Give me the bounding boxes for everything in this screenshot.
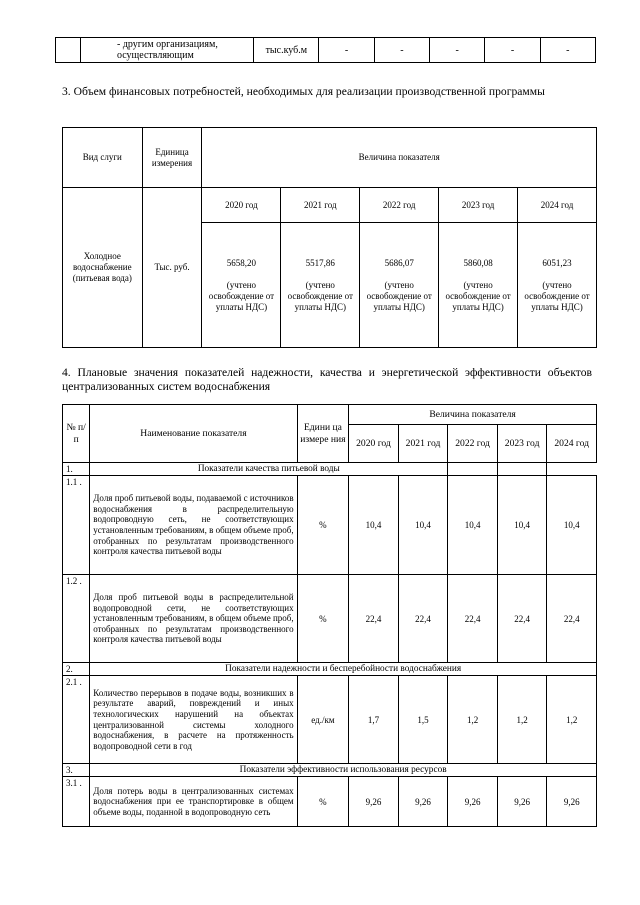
year-header: 2020 год [349, 425, 399, 463]
table-cell [497, 463, 547, 476]
indicator-value: 1,5 [398, 676, 448, 764]
year-header: 2021 год [398, 425, 448, 463]
indicator-name: Доля проб питьевой воды в распределительной водопроводной сети, не соответствующих установленным требованиям, в общем объеме проб, отобранных по результатам производственного контроля качества питьевой воды [90, 575, 297, 663]
amount-value: 5658,20 [226, 257, 257, 268]
row-number: 1.2 . [63, 575, 90, 663]
amount-note: (учтено освобождение от уплаты НДС) [366, 279, 432, 312]
amount-value: 5517,86 [305, 257, 335, 268]
year-header: 2021 год [281, 188, 360, 223]
year-header: 2024 год [518, 188, 597, 223]
col-unit-header: Едини ца измере ния [297, 405, 349, 463]
table-row [63, 676, 597, 764]
row-value: - [485, 38, 540, 63]
indicator-value: 22,4 [398, 575, 448, 663]
amount-cell [360, 223, 439, 348]
indicator-value: 22,4 [497, 575, 547, 663]
table-row [63, 476, 597, 575]
top-table [55, 37, 596, 63]
amount-value: 5860,08 [463, 257, 493, 268]
year-header: 2024 год [547, 425, 597, 463]
group-title: Показатели эффективности использования ресурсов [90, 764, 597, 777]
indicator-unit: % [297, 575, 349, 663]
amount-note: (учтено освобождение от уплаты НДС) [208, 279, 275, 312]
indicator-value: 22,4 [349, 575, 399, 663]
indicator-unit: ед./км [297, 676, 349, 764]
indicator-value: 22,4 [448, 575, 498, 663]
amount-note: (учтено освобождение от уплаты НДС) [445, 279, 511, 312]
service-name: Холодное водоснабжение (питьевая вода) [63, 188, 143, 348]
service-unit: Тыс. руб. [142, 188, 202, 348]
indicator-value: 10,4 [448, 476, 498, 575]
indicator-name: Количество перерывов в подаче воды, возникших в результате аварий, повреждений и иных технологических нарушений на объектах централизованной системы холодного водоснабжения, в расчете на протяженность водопроводной сети в год [90, 676, 297, 764]
indicator-value: 9,26 [349, 777, 399, 827]
col-value-header: Величина показателя [202, 128, 597, 188]
table-row [63, 777, 597, 827]
year-header: 2022 год [448, 425, 498, 463]
table-header-row [63, 128, 597, 188]
amount-note: (учтено освобождение от уплаты НДС) [524, 279, 590, 312]
financial-needs-table [62, 127, 597, 348]
indicator-value: 10,4 [349, 476, 399, 575]
year-header: 2023 год [497, 425, 547, 463]
table-header-row [63, 188, 597, 223]
indicator-value: 9,26 [497, 777, 547, 827]
row-label: - другим организациям, осуществляющим [81, 38, 254, 63]
row-number: 2.1 . [63, 676, 90, 764]
row-value: - [374, 38, 429, 63]
indicators-table [62, 404, 597, 827]
indicator-value: 9,26 [547, 777, 597, 827]
indicator-unit: % [297, 777, 349, 827]
group-number: 1. [63, 463, 90, 476]
col-value-header: Величина показателя [349, 405, 597, 425]
col-num-header: № п/ п [63, 405, 90, 463]
group-number: 2. [63, 663, 90, 676]
col-unit-header: Единица измерения [142, 128, 202, 188]
indicator-name: Доля потерь воды в централизованных системах водоснабжения при ее транспортировке в общем объеме воды, поданной в водопроводную сеть [90, 777, 297, 827]
group-number: 3. [63, 764, 90, 777]
indicator-name: Доля проб питьевой воды, подаваемой с источников водоснабжения в распределительную водопроводную сеть, не соответствующих установленным требованиям, в общем объеме проб, отобранных по результатам производственного контроля качества питьевой воды [90, 476, 297, 575]
indicator-value: 22,4 [547, 575, 597, 663]
section4-title: 4. Плановые значения показателей надежности, качества и энергетической эффективности объектов централизованных систем водоснабжения [62, 366, 592, 393]
amount-cell [439, 223, 518, 348]
row-number: 3.1 . [63, 777, 90, 827]
indicator-value: 1,2 [547, 676, 597, 764]
table-cell [56, 38, 81, 63]
table-cell [448, 463, 498, 476]
group-row [63, 663, 597, 676]
amount-value: 5686,07 [384, 257, 414, 268]
col-service-header: Вид слуги [63, 128, 143, 188]
group-row [63, 764, 597, 777]
table-row [56, 38, 596, 63]
row-value: - [430, 38, 485, 63]
table-row [63, 575, 597, 663]
amount-value: 6051,23 [542, 257, 572, 268]
indicator-value: 10,4 [547, 476, 597, 575]
row-value: - [540, 38, 595, 63]
amount-cell [281, 223, 360, 348]
row-value: - [319, 38, 374, 63]
indicator-value: 10,4 [398, 476, 448, 575]
row-unit: тыс.куб.м [254, 38, 319, 63]
indicator-value: 1,7 [349, 676, 399, 764]
amount-cell [518, 223, 597, 348]
indicator-value: 9,26 [448, 777, 498, 827]
year-header: 2020 год [202, 188, 281, 223]
amount-cell [202, 223, 281, 348]
row-number: 1.1 . [63, 476, 90, 575]
col-name-header: Наименование показателя [90, 405, 297, 463]
table-header-row [63, 405, 597, 425]
indicator-value: 1,2 [497, 676, 547, 764]
section3-title: 3. Объем финансовых потребностей, необходимых для реализации производственной программы [62, 85, 545, 98]
year-header: 2023 год [439, 188, 518, 223]
indicator-value: 9,26 [398, 777, 448, 827]
group-title: Показатели качества питьевой воды [90, 463, 448, 476]
indicator-unit: % [297, 476, 349, 575]
indicator-value: 10,4 [497, 476, 547, 575]
indicator-value: 1,2 [448, 676, 498, 764]
year-header: 2022 год [360, 188, 439, 223]
amount-note: (учтено освобождение от уплаты НДС) [287, 279, 353, 312]
group-title: Показатели надежности и бесперебойности водоснабжения [90, 663, 597, 676]
group-row [63, 463, 597, 476]
